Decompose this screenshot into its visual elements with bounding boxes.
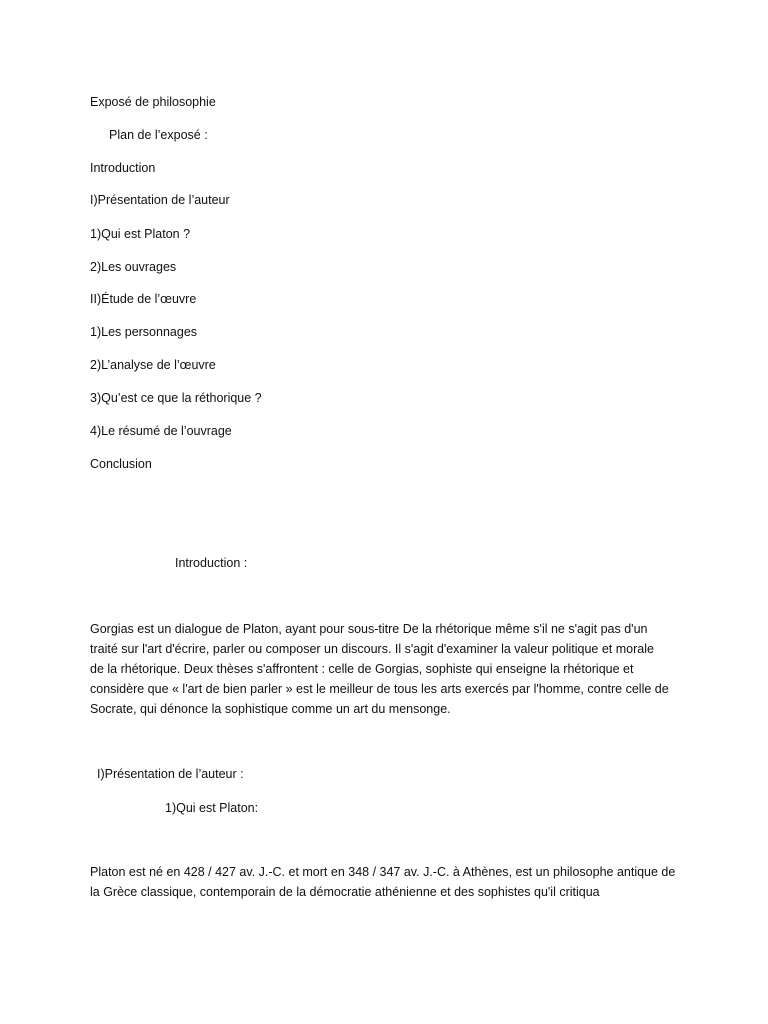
plan-item-conclusion: Conclusion [90,457,152,471]
plan-item-introduction: Introduction [90,161,156,175]
plan-item-presentation: I)Présentation de l’auteur [90,193,230,207]
subsection1-heading: 1)Qui est Platon: [165,801,259,815]
platon-line: la Grèce classique, contemporain de la démocratie athénienne et des sophistes qu'il critiqua [90,885,600,899]
platon-paragraph [90,862,690,902]
intro-line: considère que « l'art de bien parler » est le meilleur de tous les arts exercés par l'homme, contre celle de [90,682,669,696]
document-title: Exposé de philosophie [90,95,216,109]
intro-line: Gorgias est un dialogue de Platon, ayant pour sous-titre De la rhétorique même s'il ne s'agit pas d'un [90,622,648,636]
intro-line: traité sur l'art d'écrire, parler ou composer un discours. Il s'agit d'examiner la valeur politique et morale [90,642,654,656]
intro-heading: Introduction : [175,556,248,570]
plan-heading: Plan de l’exposé : [109,128,208,142]
plan-item-qui-est-platon: 1)Qui est Platon ? [90,227,191,241]
intro-paragraph [90,619,690,719]
plan-item-analyse: 2)L’analyse de l’œuvre [90,358,216,372]
plan-item-ouvrages: 2)Les ouvrages [90,260,177,274]
section1-heading: I)Présentation de l’auteur : [97,767,244,781]
plan-item-etude: II)Étude de l’œuvre [90,292,197,306]
intro-line: Socrate, qui dénonce la sophistique comme un art du mensonge. [90,702,451,716]
platon-line: Platon est né en 428 / 427 av. J.-C. et mort en 348 / 347 av. J.-C. à Athènes, est un philosophe antique de [90,865,676,879]
plan-item-rhetorique: 3)Qu’est ce que la réthorique ? [90,391,262,405]
plan-item-resume: 4)Le résumé de l’ouvrage [90,424,232,438]
plan-item-personnages: 1)Les personnages [90,325,198,339]
intro-line: de la rhétorique. Deux thèses s'affrontent : celle de Gorgias, sophiste qui enseigne la rhétorique et [90,662,634,676]
